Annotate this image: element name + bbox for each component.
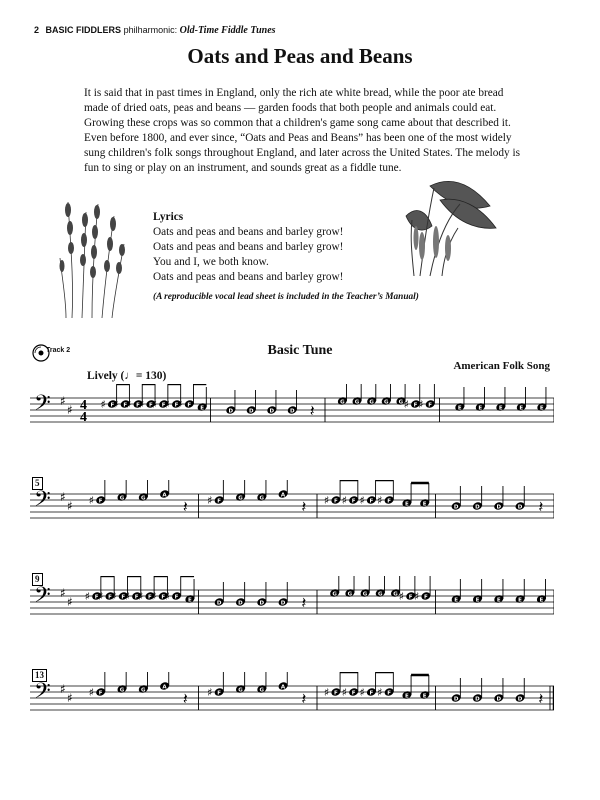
note-name: F (108, 594, 112, 601)
note-name: G (347, 591, 353, 598)
sharp-icon: ♯ (113, 398, 119, 411)
note-name: D (259, 600, 265, 607)
note-name: G (238, 687, 243, 694)
note-name: D (248, 408, 254, 415)
sharp-icon: ♯ (359, 494, 365, 507)
note-name: E (496, 597, 501, 604)
note-name: G (383, 399, 389, 406)
measure-number: 13 (32, 669, 47, 682)
sharp-icon: ♯ (151, 398, 157, 411)
sharp-icon: ♯ (124, 590, 130, 603)
sharp-icon: ♯ (177, 398, 183, 411)
note-name: G (332, 591, 337, 598)
note-name: F (428, 402, 433, 409)
grain-illustration (58, 198, 130, 320)
measure-number: 9 (32, 573, 43, 586)
note-name: G (140, 687, 146, 694)
note-name: F (136, 402, 140, 409)
note-name: A (280, 492, 286, 499)
note-name: G (362, 591, 368, 598)
note-name: G (140, 495, 146, 502)
quarter-rest-icon: 𝄽 (182, 497, 188, 516)
note-name: F (413, 402, 418, 409)
key-sharp-icon: ♯ (67, 403, 73, 417)
note-name: G (398, 399, 404, 406)
composer-credit: American Folk Song (453, 360, 550, 372)
sharp-icon: ♯ (151, 590, 157, 603)
note-name: F (351, 498, 356, 505)
key-sharp-icon: ♯ (67, 691, 73, 705)
music-staff (30, 480, 554, 540)
note-name: F (333, 498, 338, 505)
note-name: G (119, 687, 125, 694)
note-name: F (174, 594, 179, 601)
note-name: F (148, 402, 153, 409)
note-name: E (422, 693, 427, 700)
note-name: G (340, 399, 345, 406)
key-sharp-icon: ♯ (67, 595, 73, 609)
quarter-rest-icon: 𝄽 (538, 497, 544, 516)
note-name: E (475, 597, 480, 604)
page-title: Oats and Peas and Beans (187, 44, 413, 68)
time-signature-top: 4 (80, 398, 87, 413)
note-name: F (408, 594, 413, 601)
sharp-icon: ♯ (100, 398, 106, 411)
sharp-icon: ♯ (164, 590, 170, 603)
note-name: E (187, 597, 192, 604)
sharp-icon: ♯ (207, 494, 213, 507)
note-name: E (422, 501, 427, 508)
note-name: F (387, 498, 392, 505)
sharp-icon: ♯ (323, 494, 330, 507)
note-name: F (369, 498, 374, 505)
bass-clef-icon: 𝄢 (34, 679, 51, 709)
note-name: D (517, 696, 523, 703)
note-name: D (475, 696, 480, 703)
note-name: F (110, 402, 115, 409)
sharp-icon: ♯ (97, 590, 104, 603)
quarter-rest-icon: 𝄽 (538, 689, 544, 708)
key-sharp-icon: ♯ (60, 490, 66, 504)
quarter-rest-icon: 𝄽 (301, 593, 307, 612)
note-name: D (238, 600, 243, 607)
note-name: F (424, 594, 428, 601)
key-sharp-icon: ♯ (60, 682, 66, 696)
sharp-icon: ♯ (88, 686, 94, 699)
note-name: G (377, 591, 383, 598)
note-name: E (404, 693, 409, 700)
sharp-icon: ♯ (377, 686, 383, 699)
note-name: D (280, 600, 286, 607)
note-name: D (517, 504, 523, 511)
note-name: G (119, 495, 125, 502)
note-name: G (259, 687, 265, 694)
note-name: D (269, 408, 275, 415)
note-name: D (475, 504, 480, 511)
page-header (34, 25, 276, 36)
note-name: F (161, 594, 166, 601)
note-name: F (98, 690, 103, 697)
lyrics-line: Oats and peas and beans and barley grow! (153, 241, 344, 253)
quarter-rest-icon: 𝄽 (301, 689, 307, 708)
note-name: E (518, 597, 522, 604)
note-name: D (289, 408, 295, 415)
lyrics-heading: Lyrics (153, 211, 184, 223)
series-subtitle: philharmonic: (123, 25, 178, 35)
bass-clef-icon: 𝄢 (34, 583, 51, 613)
sharp-icon: ♯ (398, 590, 405, 603)
note-name: F (351, 690, 356, 697)
tempo-marking: Lively (♩= 130) (87, 370, 167, 382)
time-signature-bottom: 4 (80, 410, 87, 425)
note-name: F (134, 594, 139, 601)
note-name: F (187, 402, 192, 409)
note-name: E (498, 405, 503, 412)
note-name: F (174, 402, 179, 409)
intro-paragraph: It is said that in past times in England, only the rich ate white bread, while the poor ate bread made of dried oats, peas and beans — garden foods that both people and animals could eat. Growing these crops was so common that a children's game song came about that described it. Even before 1800, and ever since, “Oats and Peas and Beans” has been one of the most widely sung children's folk songs throughout England, and later across the United States. The melody is fun to sing or play on an instrument, and sounds great as a fiddle tune. (84, 87, 521, 174)
note-name: D (216, 600, 222, 607)
note-name: E (519, 405, 524, 412)
sharp-icon: ♯ (84, 590, 90, 603)
note-name: F (148, 594, 152, 601)
sharp-icon: ♯ (138, 398, 145, 411)
lyrics-block (153, 210, 343, 285)
note-name: E (478, 405, 483, 412)
note-name: F (333, 690, 338, 697)
note-name: F (369, 690, 374, 697)
page-number: 2 (34, 25, 40, 35)
key-sharp-icon: ♯ (67, 499, 73, 513)
sharp-icon: ♯ (359, 686, 365, 699)
note-name: E (539, 405, 544, 412)
note-name: E (457, 405, 462, 412)
section-title: Basic Tune (267, 343, 333, 358)
key-sharp-icon: ♯ (60, 394, 66, 408)
note-name: F (121, 594, 126, 601)
note-name: E (200, 405, 204, 412)
bass-clef-icon: 𝄢 (34, 487, 51, 517)
note-name: E (454, 597, 459, 604)
key-sharp-icon: ♯ (60, 586, 66, 600)
note-name: D (496, 504, 502, 511)
note-name: D (228, 408, 234, 415)
sharp-icon: ♯ (88, 494, 94, 507)
note-name: F (387, 690, 392, 697)
sharp-icon: ♯ (323, 686, 330, 699)
quarter-rest-icon: 𝄽 (182, 689, 188, 708)
lyrics-line: Oats and peas and beans and barley grow! (153, 271, 344, 283)
note-name: G (369, 399, 374, 406)
sharp-icon: ♯ (137, 590, 144, 603)
lyrics-line: Oats and peas and beans and barley grow! (153, 226, 344, 238)
lyrics-line: You and I, we both know. (153, 256, 269, 268)
bean-plant-illustration (400, 176, 498, 278)
quarter-rest-icon: 𝄽 (301, 497, 307, 516)
bass-clef-icon: 𝄢 (34, 391, 51, 421)
quarter-rest-icon: 𝄽 (309, 401, 315, 420)
sharp-icon: ♯ (111, 590, 117, 603)
note-name: G (259, 495, 265, 502)
note-name: F (161, 402, 166, 409)
sharp-icon: ♯ (403, 398, 409, 411)
sharp-icon: ♯ (341, 494, 347, 507)
note-name: F (98, 498, 103, 505)
sharp-icon: ♯ (207, 686, 213, 699)
note-name: F (123, 402, 128, 409)
note-name: A (162, 684, 167, 691)
track-label: Track 2 (46, 347, 71, 354)
sharp-icon: ♯ (377, 494, 383, 507)
sharp-icon: ♯ (413, 590, 420, 603)
note-name: A (162, 492, 167, 499)
music-staff (30, 576, 554, 636)
sharp-icon: ♯ (164, 398, 170, 411)
note-name: E (404, 501, 409, 508)
teacher-manual-note: (A reproducible vocal lead sheet is included in the Teacher’s Manual) (153, 292, 419, 302)
note-name: D (453, 696, 459, 703)
note-name: F (217, 690, 222, 697)
book-title: Old-Time Fiddle Tunes (179, 25, 276, 36)
music-staff (30, 384, 554, 444)
music-staff (30, 672, 554, 732)
note-name: D (453, 504, 459, 511)
sharp-icon: ♯ (341, 686, 347, 699)
note-name: F (94, 594, 99, 601)
note-name: E (539, 597, 544, 604)
series-name: BASIC FIDDLERS (45, 25, 122, 35)
note-name: G (238, 495, 243, 502)
note-name: G (393, 591, 398, 598)
note-name: D (496, 696, 502, 703)
measure-number: 5 (32, 477, 43, 490)
sharp-icon: ♯ (418, 398, 424, 411)
sharp-icon: ♯ (126, 398, 132, 411)
note-name: G (354, 399, 360, 406)
note-name: A (280, 684, 286, 691)
note-name: F (217, 498, 222, 505)
